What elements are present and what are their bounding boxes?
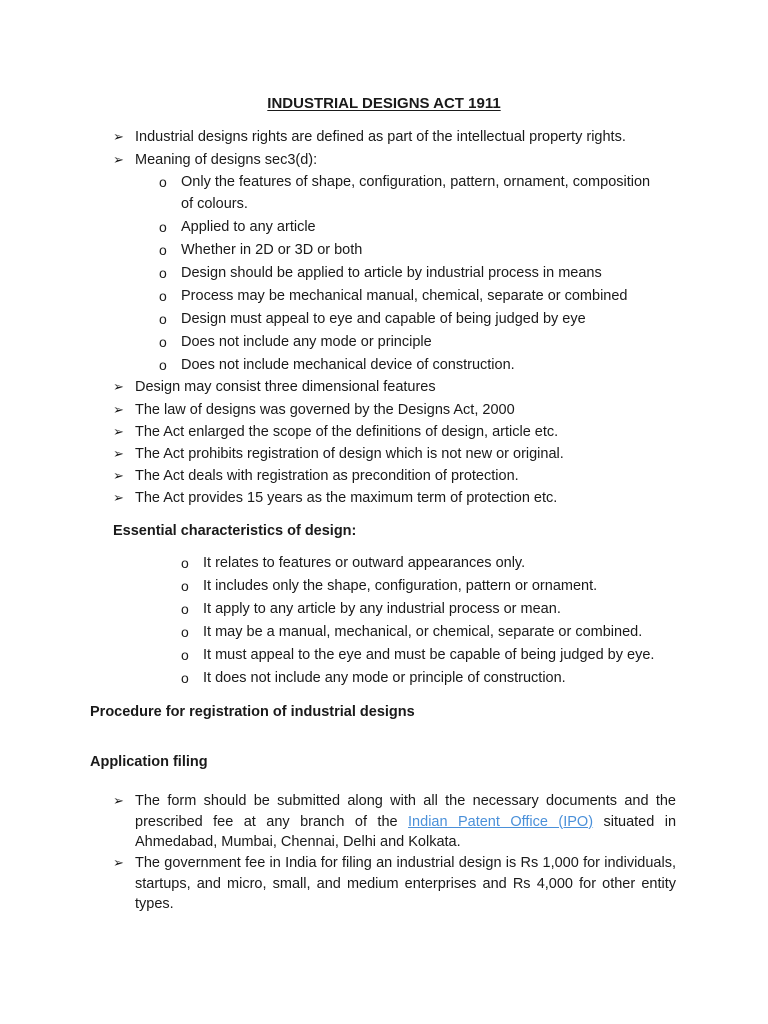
sub-bullet-icon: o (159, 288, 167, 304)
sub-bullet-icon: o (159, 311, 167, 327)
sub-bullet-icon: o (159, 219, 167, 235)
arrow-bullet-icon: ➢ (113, 446, 124, 461)
document-title: INDUSTRIAL DESIGNS ACT 1911 (267, 95, 501, 112)
list-item: The Act provides 15 years as the maximum term of protection etc. (135, 490, 558, 506)
sub-list-item: Does not include mechanical device of construction. (181, 357, 515, 373)
sub-bullet-icon: o (181, 555, 189, 571)
sub-bullet-icon: o (159, 265, 167, 281)
sub-bullet-icon: o (159, 174, 167, 190)
essential-characteristics-heading: Essential characteristics of design: (113, 523, 357, 539)
arrow-bullet-icon: ➢ (113, 402, 124, 417)
arrow-bullet-icon: ➢ (113, 793, 124, 808)
sub-list-item: It relates to features or outward appearances only. (203, 555, 526, 571)
sub-list-item: It may be a manual, mechanical, or chemical, separate or combined. (203, 624, 643, 640)
list-item: Industrial designs rights are defined as part of the intellectual property rights. (135, 129, 626, 145)
list-item: The Act deals with registration as precondition of protection. (135, 468, 519, 484)
filing-paragraph-2: The government fee in India for filing an industrial design is Rs 1,000 for individuals, startups, and micro, small, and medium enterprises and Rs 4,000 for other entity types. (135, 855, 676, 912)
sub-list-item: It does not include any mode or principle of construction. (203, 670, 566, 686)
sub-list-item: Only the features of shape, configuration, pattern, ornament, composition (181, 174, 651, 190)
sub-list-item: Does not include any mode or principle (181, 334, 432, 350)
list-item: The law of designs was governed by the Designs Act, 2000 (135, 402, 515, 418)
sub-list-item: It includes only the shape, configuration, pattern or ornament. (203, 578, 598, 594)
arrow-bullet-icon: ➢ (113, 379, 124, 394)
sub-list-item: It must appeal to the eye and must be capable of being judged by eye. (203, 647, 655, 663)
filing-text-after-link: situated in Ahmedabad, Mumbai, Chennai, Delhi and Kolkata. (135, 813, 677, 850)
arrow-bullet-icon: ➢ (113, 855, 124, 870)
list-item: Meaning of designs sec3(d): (135, 152, 318, 168)
filing-paragraph-1 (135, 791, 676, 853)
sub-bullet-icon: o (181, 670, 189, 686)
sub-list-item: Process may be mechanical manual, chemical, separate or combined (181, 288, 628, 304)
arrow-bullet-icon: ➢ (113, 424, 124, 439)
indian-patent-office-link[interactable]: Indian Patent Office (IPO) (408, 813, 594, 830)
sub-bullet-icon: o (159, 334, 167, 350)
sub-bullet-icon: o (181, 647, 189, 663)
list-item: The Act prohibits registration of design which is not new or original. (135, 446, 564, 462)
application-filing-heading: Application filing (90, 754, 208, 770)
sub-list-item: Whether in 2D or 3D or both (181, 242, 363, 258)
arrow-bullet-icon: ➢ (113, 490, 124, 505)
sub-list-item: Design should be applied to article by industrial process in means (181, 265, 602, 281)
arrow-bullet-icon: ➢ (113, 129, 124, 144)
procedure-heading: Procedure for registration of industrial designs (90, 704, 415, 720)
sub-bullet-icon: o (181, 601, 189, 617)
sub-bullet-icon: o (181, 578, 189, 594)
sub-list-item: Design must appeal to eye and capable of being judged by eye (181, 311, 586, 327)
sub-bullet-icon: o (159, 357, 167, 373)
arrow-bullet-icon: ➢ (113, 152, 124, 167)
sub-list-item-continued: of colours. (181, 196, 248, 212)
arrow-bullet-icon: ➢ (113, 468, 124, 483)
sub-list-item: It apply to any article by any industrial process or mean. (203, 601, 561, 617)
sub-list-item: Applied to any article (181, 219, 316, 235)
list-item: The Act enlarged the scope of the definitions of design, article etc. (135, 424, 559, 440)
sub-bullet-icon: o (181, 624, 189, 640)
filing-text-before-link: The form should be submitted along with all the necessary documents and the prescribed fee at any branch of the (135, 793, 676, 830)
sub-bullet-icon: o (159, 242, 167, 258)
list-item: Design may consist three dimensional features (135, 379, 436, 395)
